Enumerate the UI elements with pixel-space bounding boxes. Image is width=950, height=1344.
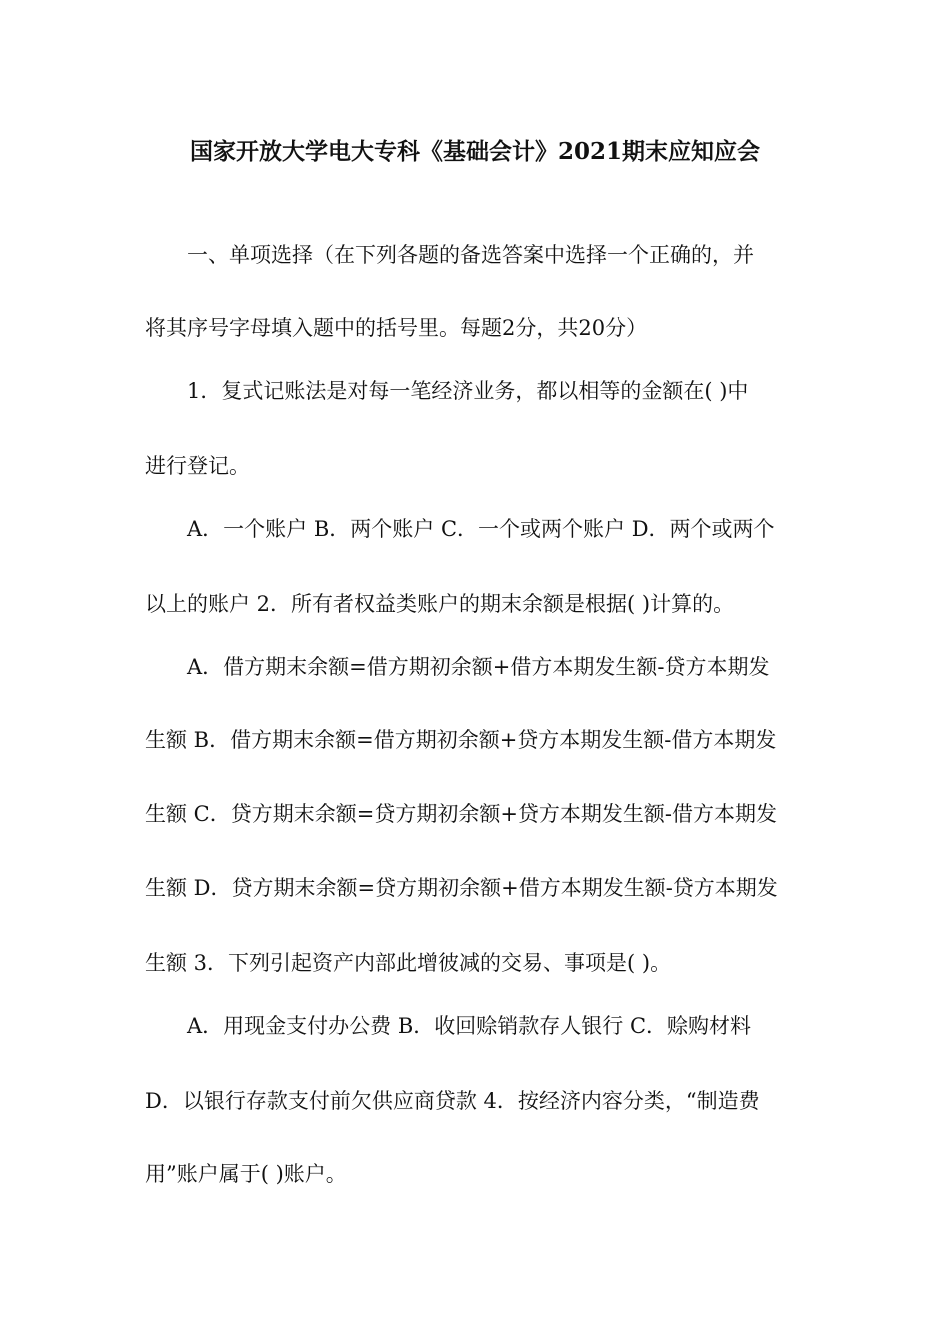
- question-2-option-b: 生额 B．借方期末余额=借方期初余额+贷方本期发生额-借方本期发: [145, 728, 777, 752]
- question-2-option-d: 生额 D．贷方期末余额=贷方期初余额+借方本期发生额-贷方本期发: [145, 876, 778, 900]
- question-2-option-a: A．借方期末余额=借方期初余额+借方本期发生额-贷方本期发: [187, 655, 770, 679]
- question-2-line-1: 以上的账户 2．所有者权益类账户的期末余额是根据( )计算的。: [145, 592, 735, 616]
- question-3-options-line-1: A．用现金支付办公费 B．收回赊销款存人银行 C．赊购材料: [187, 1014, 752, 1038]
- question-1-line-2: 进行登记。: [145, 454, 250, 478]
- section-heading-line-1: 一、单项选择（在下列各题的备选答案中选择一个正确的，并: [187, 243, 754, 267]
- question-3-line-1: 生额 3．下列引起资产内部此增彼减的交易、事项是( )。: [145, 951, 672, 975]
- question-4-line-1: D．以银行存款支付前欠供应商贷款 4．按经济内容分类，“制造费: [145, 1089, 760, 1113]
- question-1-line-1: 1．复式记账法是对每一笔经济业务，都以相等的金额在( )中: [187, 379, 749, 403]
- question-2-option-c: 生额 C．贷方期末余额=贷方期初余额+贷方本期发生额-借方本期发: [145, 802, 778, 826]
- question-4-line-2: 用”账户属于( )账户。: [145, 1162, 347, 1186]
- section-heading-line-2: 将其序号字母填入题中的括号里。每题2分，共20分）: [145, 316, 648, 340]
- question-1-options-line-1: A．一个账户 B．两个账户 C．一个或两个账户 D．两个或两个: [187, 517, 775, 541]
- document-title: 国家开放大学电大专科《基础会计》2021期末应知应会: [189, 138, 760, 165]
